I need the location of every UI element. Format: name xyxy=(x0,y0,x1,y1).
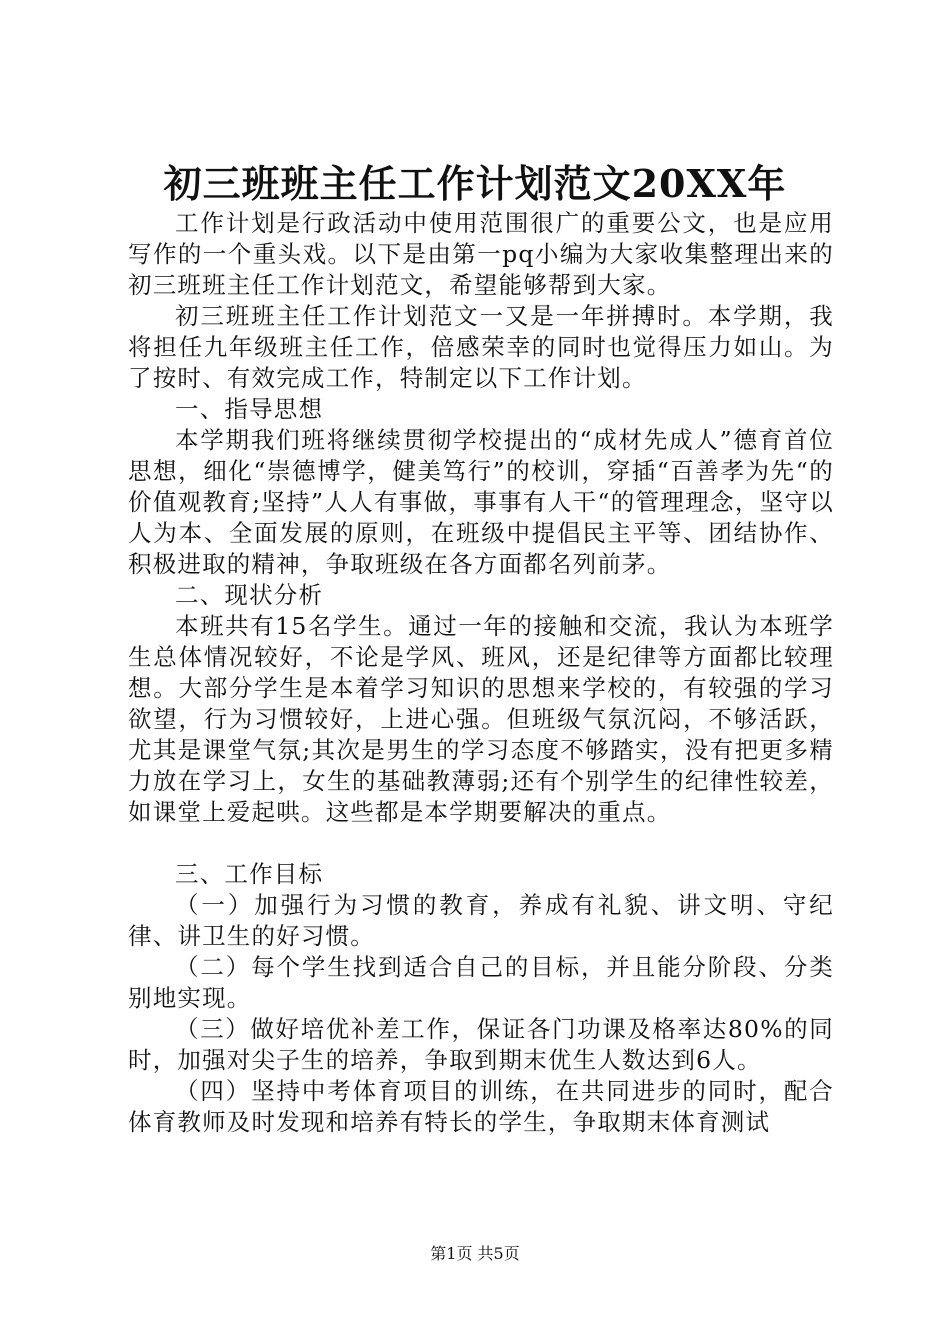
document-title: 初三班班主任工作计划范文20XX年 xyxy=(163,161,787,206)
paragraph-opening: 初三班班主任工作计划范文一又是一年拼搏时。本学期，我将担任九年级班主任工作，倍感荣幸的同时也觉得压力如山。为了按时、有效完成工作，特制定以下工作计划。 xyxy=(128,302,834,392)
paragraph-guiding-thought: 本学期我们班将继续贯彻学校提出的“成材先成人”德育首位思想，细化“崇德博学，健美笃行”的校训，穿插“百善孝为先“的价值观教育;坚持”人人有事做，事事有人干“的管理理念，坚守以人为本、全面发展的原则，在班级中提倡民主平等、团结协作、积极进取的精神，争取班级在各方面都名列前茅。 xyxy=(128,426,834,578)
page-footer: 第1页 共5页 xyxy=(430,1244,520,1263)
section-heading-current-analysis: 二、现状分析 xyxy=(175,581,324,609)
section-heading-guiding-thought: 一、指导思想 xyxy=(175,395,324,423)
goal-item-3: （三）做好培优补差工作，保证各门功课及格率达80%的同时，加强对尖子生的培养，争取到期末优生人数达到6人。 xyxy=(128,1015,834,1074)
document-body xyxy=(128,208,834,1138)
section-heading-work-goals: 三、工作目标 xyxy=(175,860,324,888)
paragraph-current-analysis: 本班共有15名学生。通过一年的接触和交流，我认为本班学生总体情况较好，不论是学风、班风，还是纪律等方面都比较理想。大部分学生是本着学习知识的思想来学校的，有较强的学习欲望，行为习惯较好，上进心强。但班级气氛沉闷，不够活跃，尤其是课堂气氛;其次是男生的学习态度不够踏实，没有把更多精力放在学习上，女生的基础教薄弱;还有个别学生的纪律性较差，如课堂上爱起哄。这些都是本学期要解决的重点。 xyxy=(128,612,834,826)
goal-item-4: （四）坚持中考体育项目的训练，在共同进步的同时，配合体育教师及时发现和培养有特长的学生，争取期末体育测试 xyxy=(128,1077,834,1136)
paragraph-intro: 工作计划是行政活动中使用范围很广的重要公文，也是应用写作的一个重头戏。以下是由第一pq小编为大家收集整理出来的初三班班主任工作计划范文，希望能够帮到大家。 xyxy=(128,209,834,299)
goal-item-1: （一）加强行为习惯的教育，养成有礼貌、讲文明、守纪律、讲卫生的好习惯。 xyxy=(128,891,834,950)
goal-item-2: （二）每个学生找到适合自己的目标，并且能分阶段、分类别地实现。 xyxy=(128,953,834,1012)
